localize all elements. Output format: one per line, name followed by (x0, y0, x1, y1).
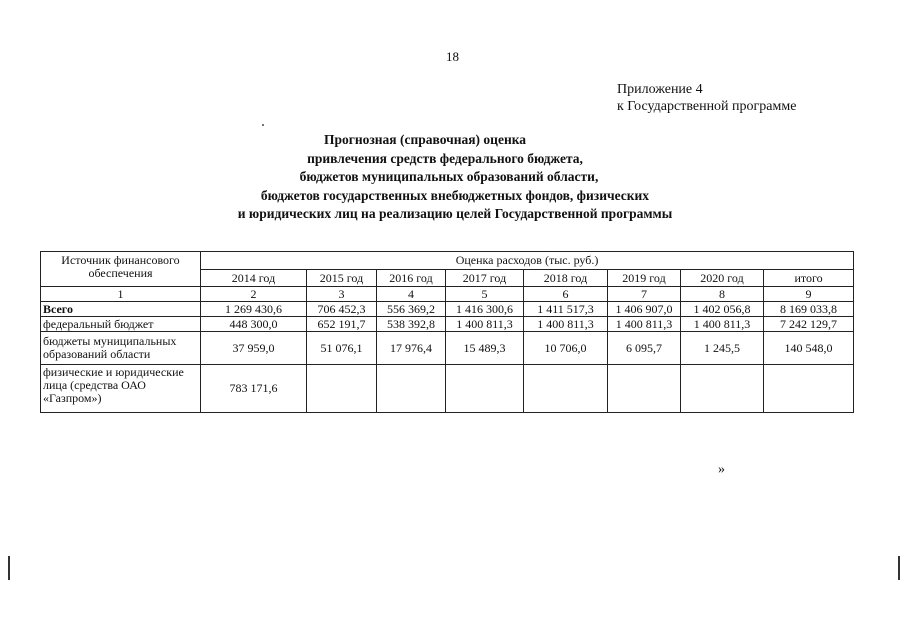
year-header: 2015 год (307, 270, 377, 287)
table-cell: 783 171,6 (201, 365, 307, 413)
table-cell: 6 095,7 (608, 332, 681, 365)
table-cell (307, 365, 377, 413)
table-cell: 1 400 811,3 (524, 317, 608, 332)
page-number: 18 (446, 49, 459, 64)
table-cell: 17 976,4 (377, 332, 446, 365)
table-cell (446, 365, 524, 413)
source-header: Источник финансового обеспечения (41, 252, 201, 287)
table-row-municipal (41, 332, 854, 365)
table-cell: 1 416 300,6 (446, 302, 524, 317)
year-header: 2016 год (377, 270, 446, 287)
table-cell: 8 169 033,8 (764, 302, 854, 317)
table-cell: 1 406 907,0 (608, 302, 681, 317)
table-row-total (41, 302, 854, 317)
table-cell: 1 400 811,3 (446, 317, 524, 332)
table-cell: 37 959,0 (201, 332, 307, 365)
table-cell: 1 400 811,3 (681, 317, 764, 332)
table-cell: 556 369,2 (377, 302, 446, 317)
appendix-line-1: Приложение 4 (617, 82, 703, 97)
table-cell (608, 365, 681, 413)
financing-table (40, 251, 854, 413)
header-row-1 (41, 252, 854, 270)
table-cell: 1 245,5 (681, 332, 764, 365)
table-cell (764, 365, 854, 413)
table-cell: 10 706,0 (524, 332, 608, 365)
year-header: 2017 год (446, 270, 524, 287)
table-row-federal (41, 317, 854, 332)
table-cell: 51 076,1 (307, 332, 377, 365)
title-line-3: бюджетов муниципальных образований области, (299, 169, 599, 184)
scan-edge-mark-right (898, 556, 900, 580)
table-cell: 1 411 517,3 (524, 302, 608, 317)
column-number: 1 (41, 287, 201, 302)
column-number: 2 (201, 287, 307, 302)
table-cell (681, 365, 764, 413)
scan-speck (262, 124, 264, 126)
column-number: 6 (524, 287, 608, 302)
column-number: 4 (377, 287, 446, 302)
table-cell (377, 365, 446, 413)
closing-quote: » (718, 462, 725, 477)
table-cell: 1 400 811,3 (608, 317, 681, 332)
appendix-line-2: к Государственной программе (617, 99, 797, 114)
table-cell: 538 392,8 (377, 317, 446, 332)
table-cell: 652 191,7 (307, 317, 377, 332)
year-header: 2018 год (524, 270, 608, 287)
title-line-1: Прогнозная (справочная) оценка (323, 132, 527, 147)
table-cell: 706 452,3 (307, 302, 377, 317)
document-title (150, 131, 760, 224)
row-label: бюджеты муниципальных образований области (41, 332, 201, 365)
column-number: 5 (446, 287, 524, 302)
year-header: 2019 год (608, 270, 681, 287)
table-cell: 7 242 129,7 (764, 317, 854, 332)
total-header: итого (764, 270, 854, 287)
column-number: 7 (608, 287, 681, 302)
estimate-header: Оценка расходов (тыс. руб.) (201, 252, 854, 270)
year-header: 2014 год (201, 270, 307, 287)
title-line-5: и юридических лиц на реализацию целей Государственной программы (237, 206, 673, 221)
table-row-individuals (41, 365, 854, 413)
year-header: 2020 год (681, 270, 764, 287)
table-cell: 15 489,3 (446, 332, 524, 365)
column-number: 3 (307, 287, 377, 302)
scan-edge-mark-left (8, 556, 10, 580)
row-label: физические и юридические лица (средства ОАО «Газпром») (41, 365, 201, 413)
row-label: федеральный бюджет (41, 317, 201, 332)
column-number-row (41, 287, 854, 302)
table-cell: 1 269 430,6 (201, 302, 307, 317)
column-number: 8 (681, 287, 764, 302)
table-cell: 140 548,0 (764, 332, 854, 365)
table-cell: 448 300,0 (201, 317, 307, 332)
appendix-reference (617, 81, 796, 115)
row-label: Всего (41, 302, 201, 317)
title-line-2: привлечения средств федерального бюджета, (307, 150, 583, 166)
title-line-4: бюджетов государственных внебюджетных фондов, физических (260, 187, 650, 203)
column-number: 9 (764, 287, 854, 302)
table-cell (524, 365, 608, 413)
table-cell: 1 402 056,8 (681, 302, 764, 317)
